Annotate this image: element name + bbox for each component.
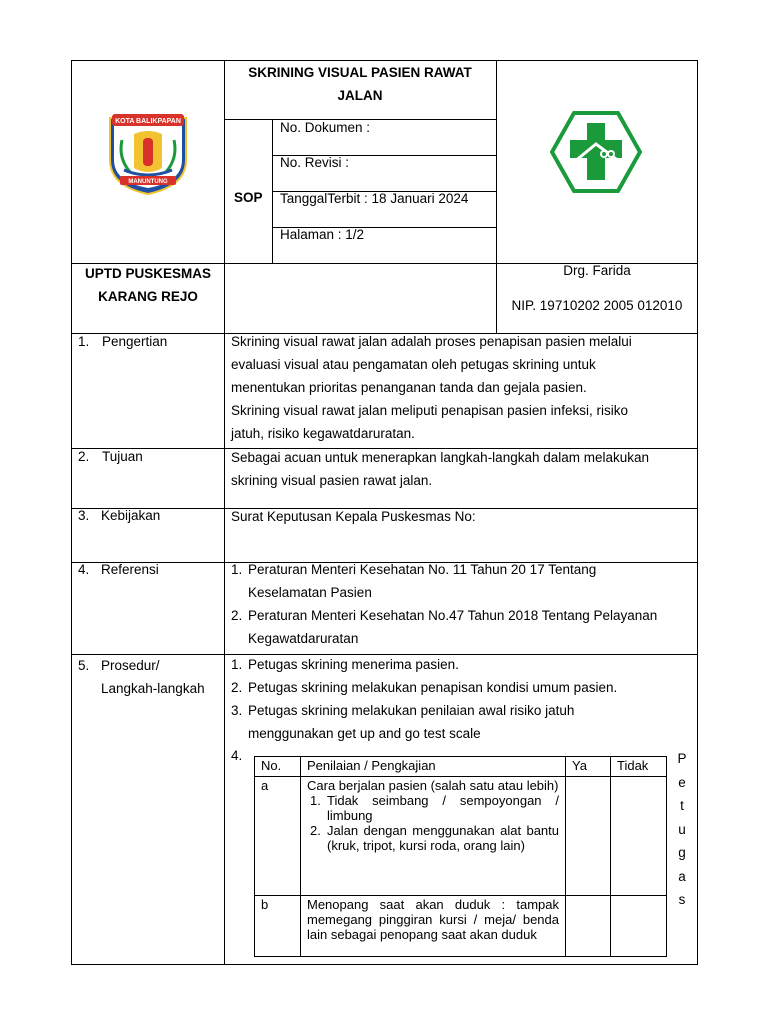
section-title: Prosedur/	[101, 658, 160, 673]
list-item	[231, 604, 693, 650]
section-title: Kebijakan	[101, 508, 161, 523]
list-text: Peraturan Menteri Kesehatan No.47 Tahun 2018 Tentang Pelayanan	[248, 608, 658, 623]
list-item	[231, 653, 693, 676]
row-assessment	[301, 777, 566, 896]
row-no: a	[255, 777, 301, 896]
list-number: 2.	[310, 823, 321, 838]
tujuan-content	[231, 446, 693, 492]
list-text: Jalan dengan menggunakan alat bantu (kruk, tripot, kursi roda, orang lain)	[327, 823, 559, 853]
header-cell-tidak: Tidak	[611, 757, 667, 777]
pengertian-line: menentukan prioritas penanganan tanda dan gejala pasien.	[231, 380, 587, 395]
org-name-line1: UPTD PUSKESMAS	[84, 266, 211, 281]
table-row	[255, 777, 667, 896]
section-number: 4.	[78, 562, 90, 577]
row-ya-checkbox[interactable]	[566, 896, 611, 957]
side-letter: s	[678, 892, 686, 907]
row-tidak-checkbox[interactable]	[611, 896, 667, 957]
pengertian-content	[231, 330, 693, 445]
row-assessment	[301, 896, 566, 957]
signer-nip: NIP. 19710202 2005 012010	[511, 298, 683, 313]
side-letter: P	[677, 751, 687, 766]
table-row	[255, 896, 667, 957]
table-header-row	[255, 757, 667, 777]
pengertian-line: jatuh, risiko kegawatdaruratan.	[231, 426, 415, 441]
section-label-pengertian	[78, 334, 168, 349]
list-number: 2.	[231, 608, 243, 623]
pengertian-line: Skrining visual rawat jalan adalah proses penapisan pasien melalui	[231, 334, 632, 349]
section-title: Tujuan	[102, 449, 143, 464]
list-text: Tidak seimbang / sempoyongan / limbung	[327, 793, 559, 823]
side-letter: u	[678, 821, 686, 837]
list-text: Petugas skrining melakukan penapisan kondisi umum pasien.	[248, 680, 618, 695]
kebijakan-content: Surat Keputusan Kepala Puskesmas No:	[231, 509, 476, 524]
section-label-tujuan	[78, 449, 143, 464]
header-cell-no: No.	[255, 757, 301, 777]
emblem-text-bottom: MANUNTUNG	[128, 179, 168, 185]
row-ya-checkbox[interactable]	[566, 777, 611, 896]
prosedur-content	[231, 653, 693, 745]
side-letter: g	[678, 845, 686, 860]
list-item	[310, 793, 559, 823]
list-text: menggunakan get up and go test scale	[248, 726, 481, 741]
row-tidak-checkbox[interactable]	[611, 777, 667, 896]
side-letter: a	[678, 868, 686, 884]
pengertian-line: evaluasi visual atau pengamatan oleh petugas skrining untuk	[231, 357, 596, 372]
section-number: 1.	[78, 334, 90, 349]
list-number: 3.	[231, 703, 243, 718]
section-number: 5.	[78, 658, 90, 673]
list-number: 2.	[231, 680, 243, 695]
city-emblem-logo	[104, 110, 192, 199]
signer-name: Drg. Farida	[563, 263, 631, 278]
section-label-kebijakan	[78, 508, 161, 523]
list-number: 1.	[310, 793, 321, 808]
section-label-prosedur	[78, 654, 205, 696]
organization-name	[72, 262, 224, 308]
tujuan-line: skrining visual pasien rawat jalan.	[231, 473, 433, 488]
section-title-line2: Langkah-langkah	[101, 681, 205, 696]
item-4-number: 4.	[231, 748, 243, 763]
puskesmas-logo-icon	[550, 110, 642, 197]
sop-label: SOP	[234, 190, 263, 205]
section-label-referensi	[78, 562, 159, 577]
list-text: Kegawatdaruratan	[248, 631, 359, 646]
list-item	[231, 558, 693, 604]
tujuan-line: Sebagai acuan untuk menerapkan langkah-langkah dalam melakukan	[231, 450, 650, 465]
side-letter: e	[678, 774, 686, 790]
header-cell-penilaian: Penilaian / Pengkajian	[301, 757, 566, 777]
tanggal-terbit: TanggalTerbit : 18 Januari 2024	[280, 191, 469, 206]
section-title: Pengertian	[102, 334, 168, 349]
pengertian-line: Skrining visual rawat jalan meliputi penapisan pasien infeksi, risiko	[231, 403, 628, 418]
document-title: SKRINING VISUAL PASIEN RAWAT JALAN	[248, 65, 472, 103]
row-no: b	[255, 896, 301, 957]
emblem-text-top: KOTA BALIKPAPAN	[115, 118, 181, 125]
no-revisi: No. Revisi :	[280, 155, 350, 170]
section-number: 3.	[78, 508, 90, 523]
assessment-intro: Cara berjalan pasien (salah satu atau lebih)	[307, 778, 559, 793]
referensi-content	[231, 558, 693, 650]
list-text: Keselamatan Pasien	[248, 585, 372, 600]
list-number: 1.	[231, 562, 243, 577]
assessment-table	[254, 756, 667, 957]
list-number: 1.	[231, 657, 243, 672]
list-item	[231, 676, 693, 699]
assessment-text: Menopang saat akan duduk : tampak memegang pinggiran kursi / meja/ benda lain sebagai penopang saat akan duduk	[307, 897, 559, 942]
org-name-line2: KARANG REJO	[98, 289, 198, 304]
section-title: Referensi	[101, 562, 159, 577]
list-item	[310, 823, 559, 853]
list-text: Peraturan Menteri Kesehatan No. 11 Tahun 20 17 Tentang	[248, 562, 597, 577]
no-dokumen: No. Dokumen :	[280, 120, 371, 135]
list-text: Petugas skrining melakukan penilaian awal risiko jatuh	[248, 703, 575, 718]
halaman: Halaman : 1/2	[280, 227, 365, 242]
section-number: 2.	[78, 449, 90, 464]
side-letter: t	[680, 798, 684, 813]
list-text: Petugas skrining menerima pasien.	[248, 657, 459, 672]
header-cell-ya: Ya	[566, 757, 611, 777]
vertical-petugas-label	[672, 747, 692, 912]
list-item	[231, 699, 693, 745]
